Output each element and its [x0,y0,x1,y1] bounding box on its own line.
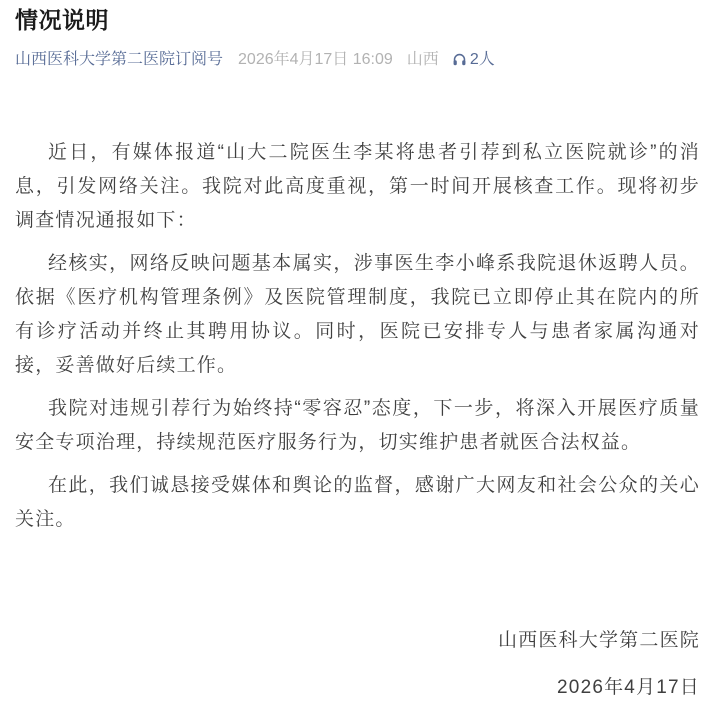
listen-count-label: 2人 [469,51,495,68]
body-paragraph-3: 我院对违规引荐行为始终持“零容忍”态度，下一步，将深入开展医疗质量安全专项治理，持续规范医疗服务行为，切实维护患者就医合法权益。 [15,398,700,453]
body-paragraph-4: 在此，我们诚恳接受媒体和舆论的监督，感谢广大网友和社会公众的关心关注。 [15,475,700,530]
audio-listen-count[interactable] [451,51,495,68]
headset-icon [451,51,468,68]
article-meta [15,51,700,68]
publish-datetime: 2026年4月17日 16:09 [238,51,393,68]
account-name-link[interactable]: 山西医科大学第二医院订阅号 [15,51,224,68]
body-paragraph-1: 近日，有媒体报道“山大二院医生李某将患者引荐到私立医院就诊”的消息，引发网络关注。我院对此高度重视，第一时间开展核查工作。现将初步调查情况通报如下： [15,142,700,231]
signature-organization: 山西医科大学第二医院 [497,630,700,651]
body-paragraph-2: 经核实，网络反映问题基本属实，涉事医生李小峰系我院退休返聘人员。依据《医疗机构管理条例》及医院管理制度，我院已立即停止其在院内的所有诊疗活动并终止其聘用协议。同时，医院已安排专人与患者家属沟通对接，妥善做好后续工作。 [15,253,700,376]
article-body [15,136,700,537]
publish-location: 山西 [406,51,439,68]
article-title: 情况说明 [15,7,109,33]
signature-date: 2026年4月17日 [557,677,700,698]
signature-block [15,624,700,705]
